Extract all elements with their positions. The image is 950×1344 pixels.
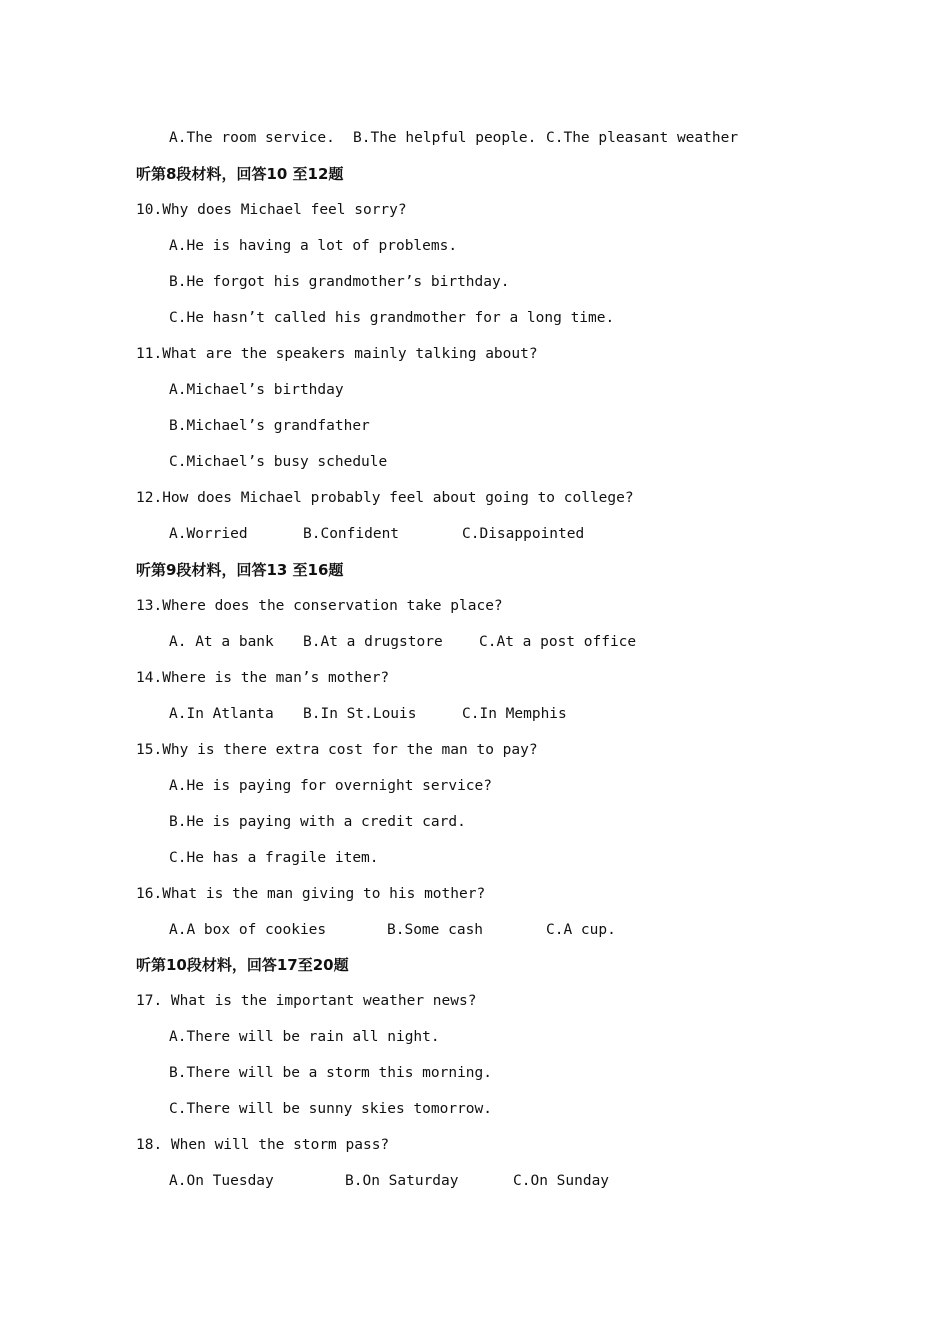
- question-11-option-a: A.Michael’s birthday: [169, 382, 344, 398]
- question-15-option-b: B.He is paying with a credit card.: [169, 814, 466, 830]
- option-b: B.Confident: [303, 526, 400, 542]
- question-17-option-b: B.There will be a storm this morning.: [169, 1065, 493, 1081]
- option-c: C.A cup.: [546, 922, 616, 938]
- question-11-option-c: C.Michael’s busy schedule: [169, 454, 388, 470]
- option-a: A.A box of cookies: [169, 922, 327, 938]
- question-11: 11.What are the speakers mainly talking about?: [136, 346, 538, 362]
- question-18-options-row: [169, 1171, 610, 1207]
- option-b: B.In St.Louis: [303, 706, 417, 722]
- question-15-option-c: C.He has a fragile item.: [169, 850, 379, 866]
- question-14: 14.Where is the man’s mother?: [136, 670, 390, 686]
- question-12-options-row: [169, 524, 585, 560]
- option-a: A.Worried: [169, 526, 248, 542]
- question-13: 13.Where does the conservation take place?: [136, 598, 503, 614]
- top-options-row: [169, 128, 739, 164]
- question-17-option-a: A.There will be rain all night.: [169, 1029, 440, 1045]
- section-10-heading: 听第10段材料，回答17至20题: [136, 956, 349, 974]
- question-10-option-c: C.He hasn’t called his grandmother for a long time.: [169, 310, 615, 326]
- section-8-heading: 听第8段材料，回答10 至12题: [136, 165, 344, 183]
- option-b: B.On Saturday: [345, 1173, 459, 1189]
- option-b: B.Some cash: [387, 922, 484, 938]
- option-a: A.The room service.: [169, 130, 335, 146]
- option-a: A.On Tuesday: [169, 1173, 274, 1189]
- question-10: 10.Why does Michael feel sorry?: [136, 202, 407, 218]
- question-16-options-row: [169, 920, 616, 956]
- option-b: B.The helpful people.: [353, 130, 537, 146]
- question-16: 16.What is the man giving to his mother?: [136, 886, 486, 902]
- question-13-options-row: [169, 632, 637, 668]
- option-c: C.In Memphis: [462, 706, 567, 722]
- question-12: 12.How does Michael probably feel about going to college?: [136, 490, 634, 506]
- option-c: C.On Sunday: [513, 1173, 610, 1189]
- option-b: B.At a drugstore: [303, 634, 443, 650]
- question-15: 15.Why is there extra cost for the man to pay?: [136, 742, 538, 758]
- question-11-option-b: B.Michael’s grandfather: [169, 418, 370, 434]
- option-a: A.In Atlanta: [169, 706, 274, 722]
- option-c: C.Disappointed: [462, 526, 585, 542]
- question-10-option-a: A.He is having a lot of problems.: [169, 238, 458, 254]
- question-14-options-row: [169, 704, 567, 740]
- section-9-heading: 听第9段材料，回答13 至16题: [136, 561, 344, 579]
- option-c: C.The pleasant weather: [546, 130, 739, 146]
- question-15-option-a: A.He is paying for overnight service?: [169, 778, 493, 794]
- question-17-option-c: C.There will be sunny skies tomorrow.: [169, 1101, 493, 1117]
- option-c: C.At a post office: [479, 634, 637, 650]
- question-17: 17. What is the important weather news?: [136, 993, 477, 1009]
- question-18: 18. When will the storm pass?: [136, 1137, 390, 1153]
- option-a: A. At a bank: [169, 634, 274, 650]
- question-10-option-b: B.He forgot his grandmother’s birthday.: [169, 274, 510, 290]
